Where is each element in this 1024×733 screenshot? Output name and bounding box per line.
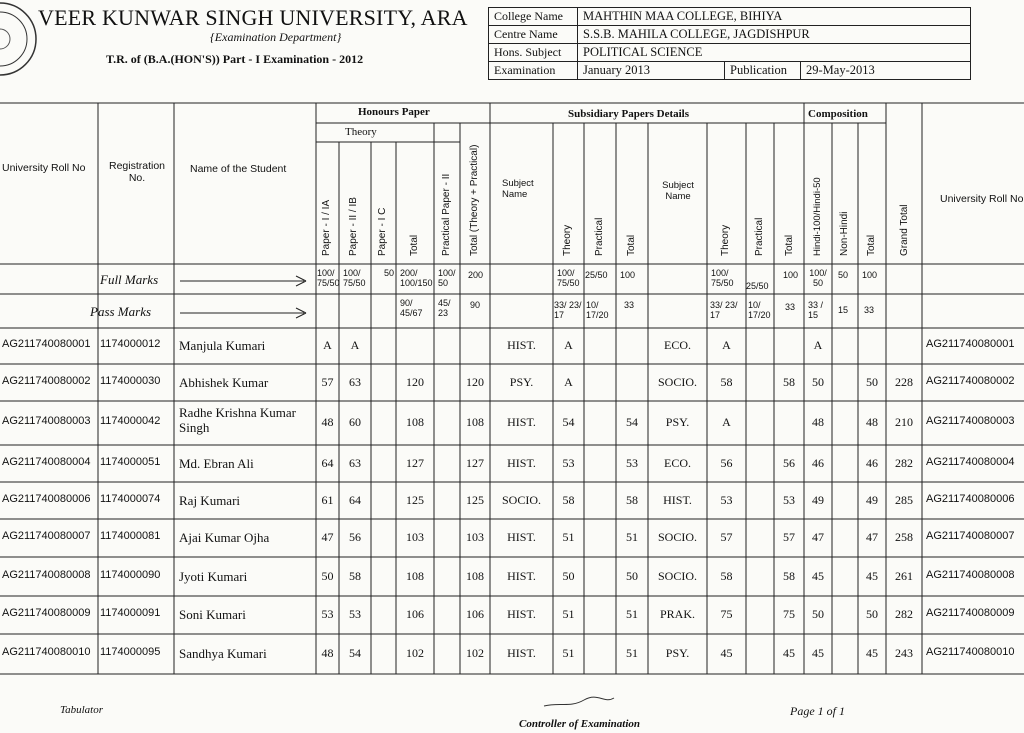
cell-p1: 64	[321, 456, 334, 470]
fm-total: 200/ 100/150	[400, 268, 433, 288]
cell-tp: 102	[466, 646, 484, 660]
fm-sub1-total: 100	[620, 270, 636, 280]
cell-tp: 108	[466, 569, 484, 583]
cell-s1: HIST.	[507, 646, 536, 660]
cell-s2th: 75	[720, 607, 733, 621]
document-title: T.R. of (B.A.(HON'S)) Part - I Examination - 2012	[106, 52, 364, 66]
cell-tp: 106	[466, 607, 484, 621]
pm-sub2-practical: 10/ 17/20	[748, 300, 771, 320]
cell-s1th: 54	[562, 415, 575, 429]
university-name: VEER KUNWAR SINGH UNIVERSITY, ARA	[38, 5, 468, 30]
header-roll-no: University Roll No	[2, 162, 86, 174]
cell-reg: 1174000081	[100, 530, 161, 542]
cell-s2: PSY.	[665, 415, 690, 429]
college-label: College Name	[489, 8, 578, 26]
pm-sub1-theory: 33/ 23/ 17	[554, 300, 582, 320]
header-honours-paper: Honours Paper	[358, 106, 430, 118]
header-composition: Composition	[808, 108, 868, 120]
cell-grand: 228	[895, 375, 913, 389]
cell-roll2: AG211740080009	[926, 607, 1015, 619]
cell-grand: 282	[895, 456, 913, 470]
cell-s1tot: 50	[626, 569, 638, 583]
pm-total-tp: 90	[470, 300, 481, 310]
cell-tp: 125	[466, 493, 484, 507]
pm-non-hindi: 15	[838, 305, 849, 315]
cell-s2tot: 58	[783, 375, 795, 389]
cell-p2: 63	[349, 456, 361, 470]
cell-s2: SOCIO.	[657, 569, 697, 583]
cell-hin: 45	[812, 646, 824, 660]
pm-sub2-total: 33	[785, 302, 796, 312]
header-composition-total: Total	[866, 234, 877, 256]
pm-hindi: 33 / 15	[808, 300, 824, 320]
header-roll-no-right: University Roll No	[940, 193, 1024, 205]
cell-s2tot: 45	[783, 646, 795, 660]
cell-s1: SOCIO.	[501, 493, 541, 507]
cell-roll2: AG211740080001	[926, 338, 1015, 350]
cell-tp: 108	[466, 415, 484, 429]
cell-ctot: 47	[866, 530, 878, 544]
cell-s2th: 58	[720, 569, 733, 583]
pm-sub1-total: 33	[624, 300, 635, 310]
header-grand-total: Grand Total	[899, 204, 910, 256]
cell-name: Raj Kumari	[179, 493, 241, 508]
fm-paper-2: 100/ 75/50	[343, 268, 366, 288]
page-indicator: Page 1 of 1	[790, 704, 845, 718]
cell-name: Md. Ebran Ali	[179, 456, 254, 471]
cell-name: Abhishek Kumar	[179, 375, 269, 390]
fm-sub2-total: 100	[783, 270, 799, 280]
cell-s1tot: 53	[626, 456, 638, 470]
header-total: Total	[409, 234, 420, 256]
tabulator-label: Tabulator	[60, 704, 104, 716]
cell-s2th: 53	[720, 493, 733, 507]
fm-paper-1c: 50	[384, 268, 395, 278]
cell-p2: 58	[349, 569, 361, 583]
cell-s1: HIST.	[507, 338, 536, 352]
cell-s1: HIST.	[507, 607, 536, 621]
cell-s1tot: 58	[626, 493, 638, 507]
cell-reg: 1174000095	[100, 646, 161, 658]
college-value: MAHTHIN MAA COLLEGE, BIHIYA	[578, 8, 971, 26]
header-sub2-practical: Practical	[754, 217, 765, 256]
cell-s2: ECO.	[664, 338, 691, 352]
publication-label: Publication	[725, 62, 801, 80]
fm-non-hindi: 50	[838, 270, 849, 280]
cell-reg: 1174000012	[100, 338, 161, 350]
cell-reg: 1174000090	[100, 569, 161, 581]
cell-hin: 47	[812, 530, 824, 544]
cell-ctot: 46	[866, 456, 878, 470]
cell-tot: 108	[406, 415, 424, 429]
cell-ctot: 45	[866, 569, 878, 583]
subject-label: Hons. Subject	[489, 44, 578, 62]
fm-practical: 100/ 50	[438, 268, 456, 288]
cell-s1tot: 51	[626, 530, 638, 544]
pm-total: 90/ 45/67	[400, 298, 423, 318]
centre-value: S.S.B. MAHILA COLLEGE, JAGDISHPUR	[578, 26, 971, 44]
fm-sub1-practical: 25/50	[585, 270, 608, 280]
cell-p1: 50	[321, 569, 334, 583]
header-sub1-practical: Practical	[594, 217, 605, 256]
cell-grand: 258	[895, 530, 913, 544]
cell-ctot: 45	[866, 646, 878, 660]
header-non-hindi: Non-Hindi	[839, 211, 850, 256]
cell-hin: 45	[812, 569, 824, 583]
cell-roll2: AG211740080007	[926, 530, 1015, 542]
header-subsidiary: Subsidiary Papers Details	[568, 108, 690, 120]
cell-s1th: 51	[562, 607, 575, 621]
cell-s2: SOCIO.	[657, 375, 697, 389]
pm-sub1-practical: 10/ 17/20	[586, 300, 609, 320]
header-student-name: Name of the Student	[190, 163, 287, 175]
cell-s2tot: 75	[783, 607, 795, 621]
cell-name: Ajai Kumar Ojha	[179, 530, 270, 545]
cell-tp: 120	[466, 375, 484, 389]
cell-roll2: AG211740080004	[926, 456, 1015, 468]
cell-s2: PRAK.	[659, 607, 695, 621]
cell-roll2: AG211740080003	[926, 415, 1015, 427]
cell-s2: SOCIO.	[657, 530, 697, 544]
cell-name: Jyoti Kumari	[179, 569, 248, 584]
cell-reg: 1174000074	[100, 493, 161, 505]
cell-p2: 56	[349, 530, 361, 544]
header-paper-1: Paper - I / IA	[321, 199, 332, 256]
cell-tot: 108	[406, 569, 424, 583]
cell-roll: AG211740080001	[2, 338, 91, 350]
cell-s1th: A	[564, 375, 573, 389]
cell-p2: 63	[349, 375, 361, 389]
cell-s2th: 57	[720, 530, 733, 544]
cell-p2: A	[350, 338, 360, 352]
cell-name: Soni Kumari	[179, 607, 246, 622]
header-hindi: Hindi-100/Hindi-50	[812, 177, 823, 256]
cell-name: Sandhya Kumari	[179, 646, 267, 661]
cell-tot: 125	[406, 493, 424, 507]
cell-hin: 48	[812, 415, 824, 429]
cell-s2tot: 58	[783, 569, 795, 583]
cell-s2: PSY.	[665, 646, 690, 660]
cell-tp: 127	[466, 456, 484, 470]
cell-p1: 48	[321, 646, 334, 660]
cell-s1th: 58	[562, 493, 575, 507]
cell-hin: 50	[812, 607, 824, 621]
header-sub1-total: Total	[626, 234, 637, 256]
cell-s2tot: 56	[783, 456, 795, 470]
cell-hin: 49	[812, 493, 824, 507]
cell-ctot: 48	[866, 415, 878, 429]
cell-p1: 57	[321, 375, 334, 389]
cell-tot: 127	[406, 456, 424, 470]
cell-s2tot: 53	[783, 493, 795, 507]
cell-roll: AG211740080008	[2, 569, 91, 581]
cell-s2th: A	[722, 415, 731, 429]
cell-s1tot: 54	[626, 415, 638, 429]
cell-s2: ECO.	[664, 456, 691, 470]
cell-roll: AG211740080004	[2, 456, 91, 468]
header-sub1-theory: Theory	[562, 224, 573, 256]
cell-s2tot: 57	[783, 530, 795, 544]
header-practical-paper-2: Practical Paper - II	[441, 173, 452, 256]
header-subject-name-1: Subject Name	[502, 178, 534, 200]
cell-s1: HIST.	[507, 456, 536, 470]
full-marks-label: Full Marks	[100, 272, 159, 287]
pm-practical: 45/ 23	[438, 298, 451, 318]
cell-grand: 243	[895, 646, 913, 660]
controller-label: Controller of Examination	[519, 718, 641, 730]
fm-paper-1: 100/ 75/50	[317, 268, 340, 288]
cell-tp: 103	[466, 530, 484, 544]
cell-name: Radhe Krishna Kumar Singh	[179, 405, 296, 435]
controller-signature	[540, 694, 620, 710]
cell-s2th: 45	[720, 646, 733, 660]
cell-p1: 61	[321, 493, 334, 507]
cell-p2: 54	[349, 646, 361, 660]
cell-roll: AG211740080007	[2, 530, 91, 542]
cell-s1th: A	[564, 338, 573, 352]
cell-tot: 120	[406, 375, 424, 389]
cell-s2th: A	[722, 338, 731, 352]
publication-value: 29-May-2013	[801, 62, 971, 80]
cell-roll: AG211740080002	[2, 375, 91, 387]
cell-p2: 64	[349, 493, 361, 507]
header-sub2-theory: Theory	[720, 224, 731, 256]
cell-roll2: AG211740080002	[926, 375, 1015, 387]
cell-s1tot: 51	[626, 646, 638, 660]
fm-sub2-practical: 25/50	[746, 281, 769, 291]
cell-tot: 106	[406, 607, 424, 621]
cell-grand: 285	[895, 493, 913, 507]
cell-s1: HIST.	[507, 415, 536, 429]
fm-total-tp: 200	[468, 270, 484, 280]
cell-grand: 261	[895, 569, 913, 583]
cell-hin: 46	[812, 456, 824, 470]
cell-s2: HIST.	[663, 493, 692, 507]
cell-hin: A	[813, 338, 823, 352]
cell-reg: 1174000051	[100, 456, 161, 468]
cell-s1: HIST.	[507, 569, 536, 583]
fm-sub2-theory: 100/ 75/50	[711, 268, 734, 288]
cell-p1: A	[323, 338, 332, 352]
cell-roll: AG211740080006	[2, 493, 91, 505]
cell-p2: 53	[349, 607, 361, 621]
header-paper-1c: Paper - I C	[377, 207, 388, 256]
fm-hindi: 100/ 50	[809, 268, 827, 288]
cell-s1th: 51	[562, 530, 575, 544]
cell-roll: AG211740080009	[2, 607, 91, 619]
cell-reg: 1174000091	[100, 607, 161, 619]
pm-sub2-theory: 33/ 23/ 17	[710, 300, 738, 320]
cell-roll: AG211740080010	[2, 646, 91, 658]
fm-composition-total: 100	[862, 270, 878, 280]
cell-s1th: 53	[562, 456, 575, 470]
cell-roll2: AG211740080008	[926, 569, 1015, 581]
header-total-theory-practical: Total (Theory + Practical)	[469, 144, 480, 256]
cell-roll2: AG211740080010	[926, 646, 1015, 658]
cell-tot: 102	[406, 646, 424, 660]
cell-p1: 48	[321, 415, 334, 429]
pm-composition-total: 33	[864, 305, 875, 315]
cell-grand: 282	[895, 607, 913, 621]
header-theory: Theory	[345, 126, 377, 138]
centre-label: Centre Name	[489, 26, 578, 44]
cell-p1: 47	[321, 530, 334, 544]
cell-roll: AG211740080003	[2, 415, 91, 427]
subject-value: POLITICAL SCIENCE	[578, 44, 971, 62]
cell-ctot: 49	[866, 493, 878, 507]
cell-grand: 210	[895, 415, 913, 429]
cell-hin: 50	[812, 375, 824, 389]
exam-label: Examination	[489, 62, 578, 80]
pass-marks-label: Pass Marks	[90, 304, 152, 319]
cell-s1: HIST.	[507, 530, 536, 544]
cell-roll2: AG211740080006	[926, 493, 1015, 505]
cell-p2: 60	[349, 415, 361, 429]
department: {Examination Department}	[210, 30, 342, 44]
cell-s2th: 56	[720, 456, 733, 470]
cell-ctot: 50	[866, 375, 878, 389]
cell-reg: 1174000030	[100, 375, 161, 387]
cell-reg: 1174000042	[100, 415, 161, 427]
cell-s2th: 58	[720, 375, 733, 389]
cell-p1: 53	[321, 607, 334, 621]
cell-tot: 103	[406, 530, 424, 544]
header-subject-name-2: Subject Name	[662, 180, 694, 202]
header-sub2-total: Total	[784, 234, 795, 256]
cell-s1th: 50	[562, 569, 575, 583]
cell-name: Manjula Kumari	[179, 338, 266, 353]
fm-sub1-theory: 100/ 75/50	[557, 268, 580, 288]
cell-ctot: 50	[866, 607, 878, 621]
header-paper-2: Paper - II / IB	[348, 197, 359, 256]
header-registration: Registration No.	[108, 160, 166, 184]
cell-s1th: 51	[562, 646, 575, 660]
cell-s1tot: 51	[626, 607, 638, 621]
cell-s1: PSY.	[509, 375, 534, 389]
exam-value: January 2013	[578, 62, 725, 80]
